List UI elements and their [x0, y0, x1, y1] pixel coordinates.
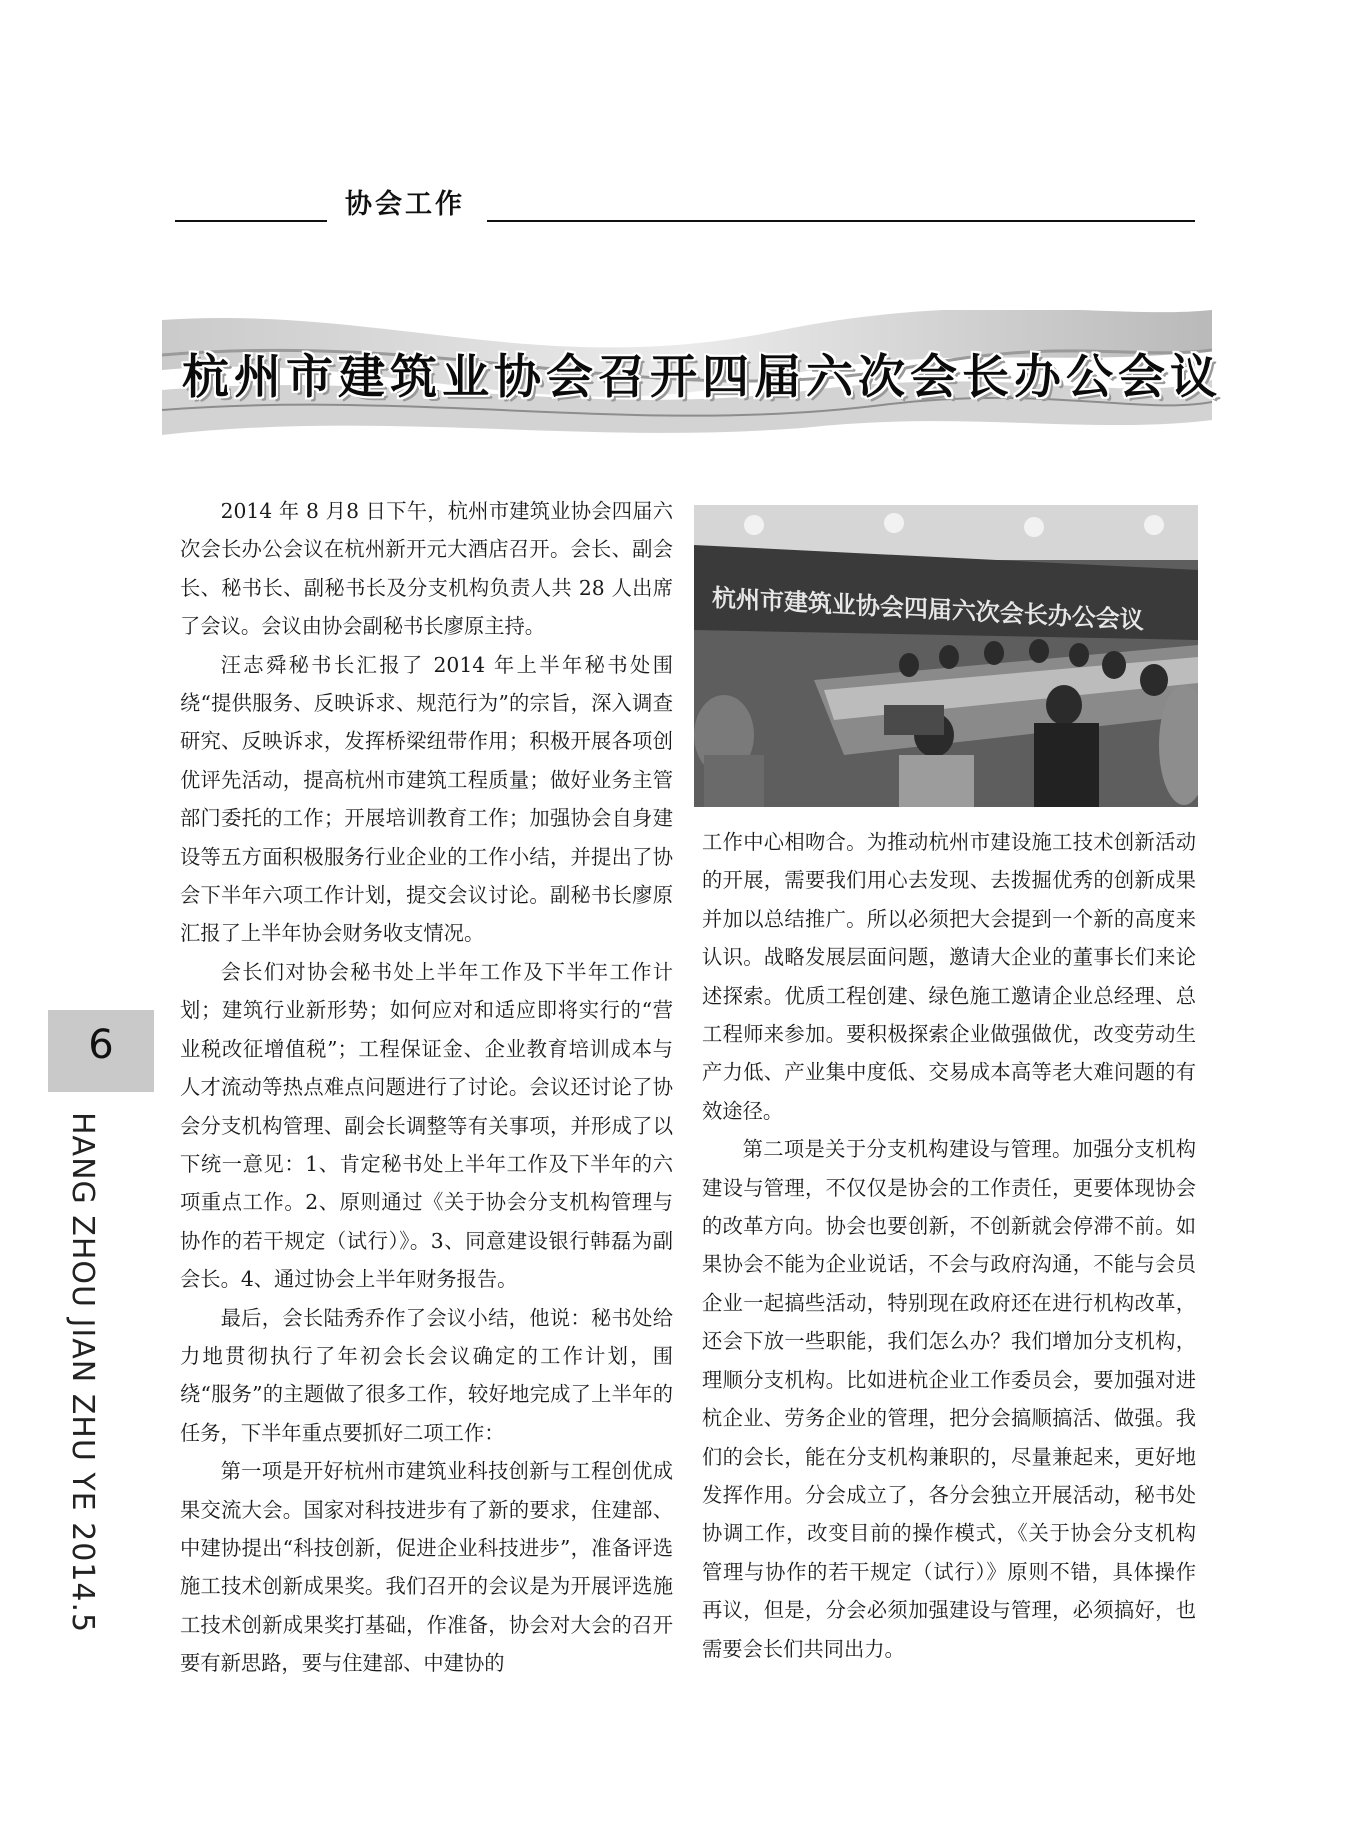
title-banner	[162, 310, 1222, 440]
section-header	[175, 180, 1195, 224]
paragraph: 2014 年 8 月8 日下午，杭州市建筑业协会四届六次会长办公会议在杭州新开元大酒店召开。会长、副会长、秘书长、副秘书长及分支机构负责人共 28 人出席了会议。会议由协会副秘书长廖原主持。	[180, 499, 673, 639]
page-number-tab	[48, 1010, 154, 1092]
paragraph: 工作中心相吻合。为推动杭州市建设施工技术创新活动的开展，需要我们用心去发现、去拨掘优秀的创新成果并加以总结推广。所以必须把大会提到一个新的高度来认识。战略发展层面问题，邀请大企业的董事长们来论述探索。优质工程创建、绿色施工邀请企业总经理、总工程师来参加。要积极探索企业做强做优，改变劳动生产力低、产业集中度低、交易成本高等老大难问题的有效途径。	[702, 830, 1196, 1123]
paragraph: 会长们对协会秘书处上半年工作及下半年工作计划；建筑行业新形势；如何应对和适应即将实行的“营业税改征增值税”；工程保证金、企业教育培训成本与人才流动等热点难点问题进行了讨论。会议还讨论了协会分支机构管理、副会长调整等有关事项，并形成了以下统一意见：1、肯定秘书处上半年工作及下半年的六项重点工作。2、原则通过《关于协会分支机构管理与协作的若干规定（试行）》。3、同意建设银行韩磊为副会长。4、通过协会上半年财务报告。	[180, 959, 673, 1292]
article-title: 杭州市建筑业协会召开四届六次会长办公会议	[182, 350, 1222, 405]
header-rule-left	[175, 220, 327, 222]
journal-name: HANG ZHOU JIAN ZHU YE 2014.5	[65, 1112, 100, 1634]
paragraph: 第一项是开好杭州市建筑业科技创新与工程创优成果交流大会。国家对科技进步有了新的要求，住建部、中建协提出“科技创新，促进企业科技进步”，准备评选施工技术创新成果奖。我们召开的会议是为开展评选施工技术创新成果奖打基础，作准备，协会对大会的召开要有新思路，要与住建部、中建协的	[180, 1459, 673, 1676]
left-column	[180, 492, 673, 1683]
section-label: 协会工作	[345, 189, 465, 220]
paragraph: 最后，会长陆秀乔作了会议小结，他说：秘书处给力地贯彻执行了年初会长会议确定的工作计划，围绕“服务”的主题做了很多工作，较好地完成了上半年的任务，下半年重点要抓好二项工作：	[180, 1305, 673, 1445]
paragraph: 汪志舜秘书长汇报了 2014 年上半年秘书处围绕“提供服务、反映诉求、规范行为”的宗旨，深入调查研究、反映诉求，发挥桥梁纽带作用；积极开展各项创优评先活动，提高杭州市建筑工程质量；做好业务主管部门委托的工作；开展培训教育工作；加强协会自身建设等五方面积极服务行业企业的工作小结，并提出了协会下半年六项工作计划，提交会议讨论。副秘书长廖原汇报了上半年协会财务收支情况。	[180, 652, 673, 946]
meeting-photo	[694, 505, 1198, 807]
paragraph: 第二项是关于分支机构建设与管理。加强分支机构建设与管理，不仅仅是协会的工作责任，更要体现协会的改革方向。协会也要创新，不创新就会停滞不前。如果协会不能为企业说话，不会与政府沟通，不能与会员企业一起搞些活动，特别现在政府还在进行机构改革，还会下放一些职能，我们怎么办？我们增加分支机构，理顺分支机构。比如进杭企业工作委员会，要加强对进杭企业、劳务企业的管理，把分会搞顺搞活、做强。我们的会长，能在分支机构兼职的，尽量兼起来，更好地发挥作用。分会成立了，各分会独立开展活动，秘书处协调工作，改变目前的操作模式，《关于协会分支机构管理与协作的若干规定（试行）》原则不错，具体操作再议，但是，分会必须加强建设与管理，必须搞好，也需要会长们共同出力。	[702, 1137, 1196, 1661]
photo-banner-text: 杭州市建筑业协会四届六次会长办公会议	[712, 583, 1144, 635]
right-column	[702, 823, 1196, 1668]
page-number: 6	[88, 1022, 114, 1068]
header-rule-right	[487, 220, 1195, 222]
